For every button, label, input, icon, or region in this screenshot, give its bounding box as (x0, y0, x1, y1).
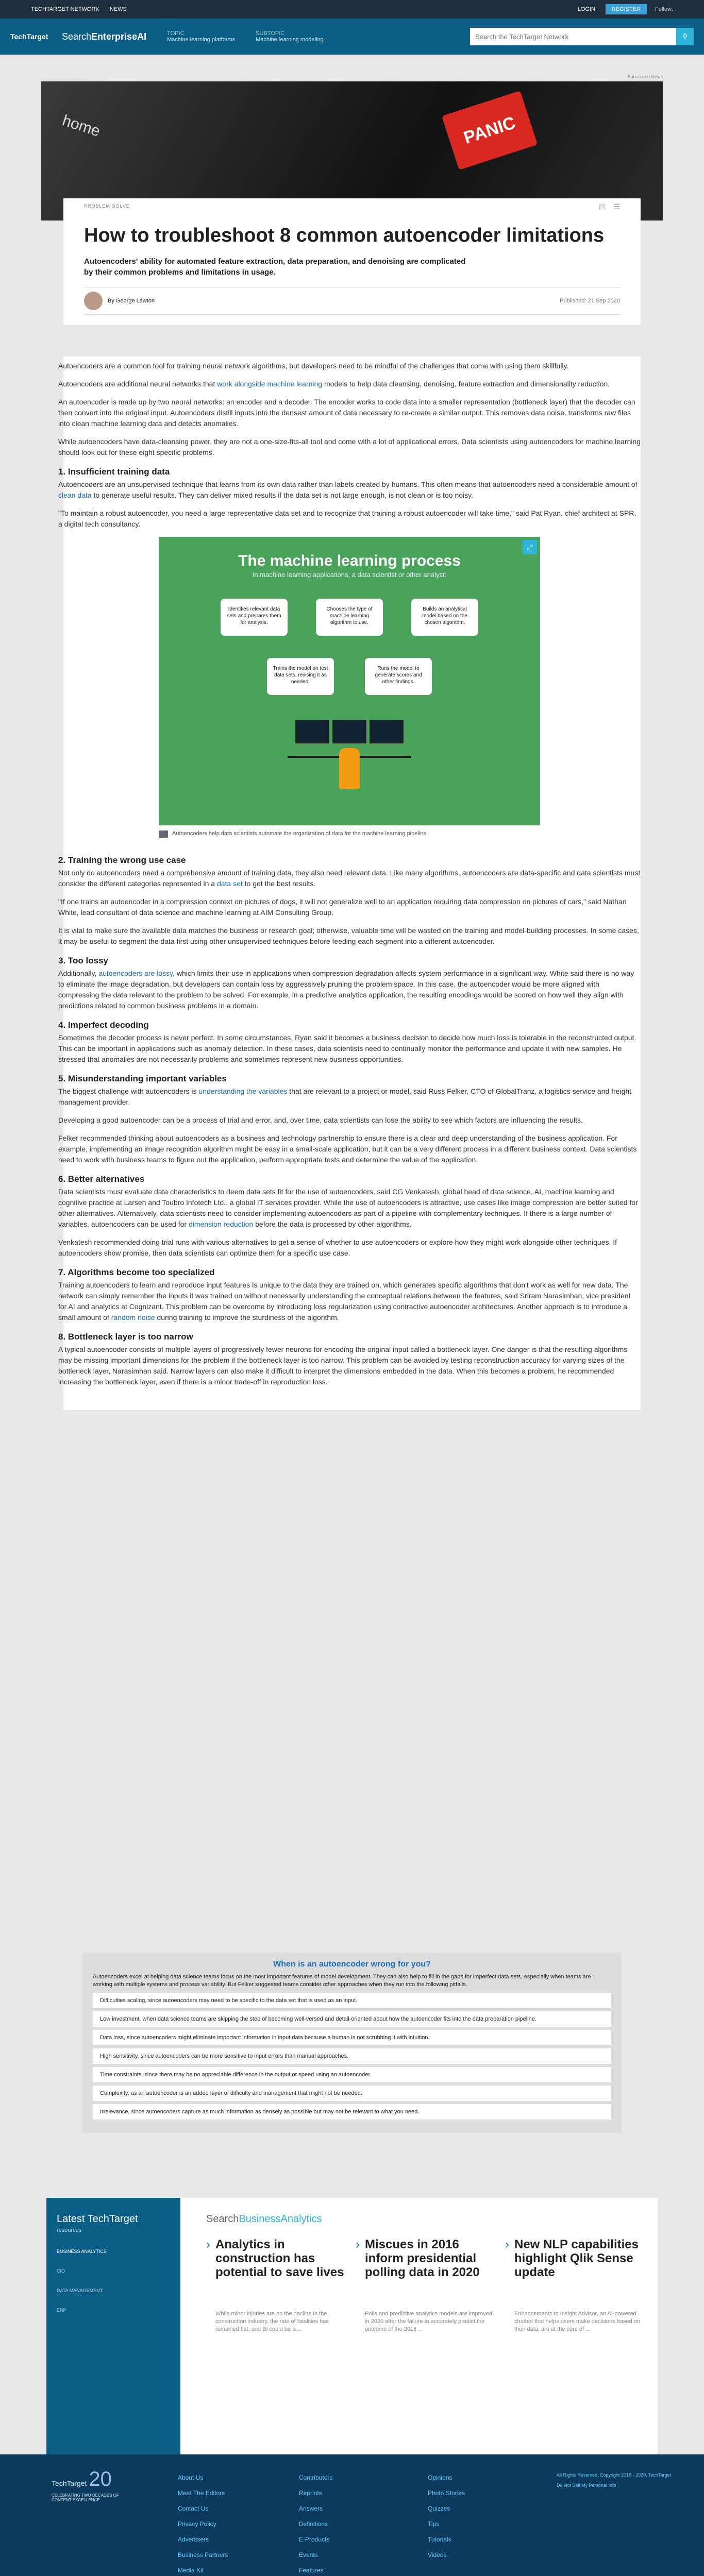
process-step: Chooses the type of machine learning algorithm to use. (316, 599, 383, 636)
pitfall-item: High sensitivity, since autoencoders can be more sensitive to input errors than manual approaches. (93, 2048, 611, 2064)
image-icon (159, 831, 168, 838)
inline-link[interactable]: dimension reduction (188, 1220, 254, 1228)
paragraph: Autoencoders are a common tool for training neural network algorithms, but developers need to be mindful of the challenges that come with using them skillfully. (58, 362, 569, 370)
paragraph: Autoencoders are additional neural networks that work alongside machine learning models to help data cleansing, denoising, feature extraction and dimensionality reduction. (58, 380, 610, 388)
footer-link[interactable]: Contributors (299, 2474, 333, 2481)
paragraph: A typical autoencoder consists of multiple layers of progressively fewer neurons for encoding the original input called a bottleneck layer. One danger is that the resulting algorithms may be missing important dimensions for the problem if the bottleneck layer is too narrow. This problem can be avoided by testing reconstruction accuracy for varying sizes of the bottleneck layer, Narasimhan said. Narrow layers can also make it difficult to interpret the dimensions embedded in the data. When this becomes a problem, he recommended increasing the bottleneck layer, even if there is a minor trade-off in reproduction loss. (58, 1345, 628, 1386)
quote: "To maintain a robust autoencoder, you need a large representative data set and to recognize that training a robust autoencoder will take time," said Pat Ryan, chief architect at SPR, a digital tech consultancy. (58, 509, 636, 528)
copyright: All Rights Reserved, Copyright 2018 - 2020, TechTarget (557, 2472, 671, 2478)
figure-title: The machine learning process (238, 552, 461, 569)
subtopic-value: Machine learning modeling (256, 37, 324, 43)
register-button[interactable]: REGISTER (606, 4, 647, 14)
paragraph: An autoencoder is made up by two neural networks: an encoder and a decoder. The encoder works to code data into a smaller representation (bottleneck layer) that the decoder can then convert into the original input. Autoencoders distill inputs into the densest amount of data necessary to re-create a similar output. This removes data noise, transforms raw files into clean machine learning data and detects anomalies. (58, 398, 635, 428)
paragraph: The biggest challenge with autoencoders is understanding the variables that are relevant to a project or model, said Russ Felker, CTO of GlobalTranz, a logistics service and freight management provider. (58, 1087, 632, 1106)
footer-link[interactable]: Videos (428, 2551, 447, 2558)
section-heading: 2. Training the wrong use case (58, 855, 186, 865)
inline-link[interactable]: understanding the variables (198, 1087, 288, 1095)
footer-link[interactable]: Answers (299, 2505, 323, 2512)
follow-label: Follow: (655, 6, 673, 12)
search-icon: ⚲ (682, 32, 688, 40)
latest-tab[interactable]: CIO (57, 2268, 65, 2274)
paragraph: Training autoencoders to learn and reproduce input features is unique to the data they are trained on, which generates specific algorithms that don't work as well for new data. The network can simply remember the inputs it was trained on without necessarily understanding the conceptual relations between the features, said Sriram Narasimhan, vice president for AI and analytics at Cognizant. This problem can be overcome by introducing loss regularization using contractive autoencoder architectures. Another approach is to introduce a small amount of random noise during training to improve the sturdiness of the algorithm. (58, 1281, 631, 1321)
subtopic-menu[interactable] (256, 30, 323, 43)
inline-link[interactable]: clean data (58, 491, 92, 499)
footer-link[interactable]: Meet The Editors (178, 2489, 225, 2497)
topic-label: TOPIC (167, 30, 185, 37)
publish-date: Published: 21 Sep 2020 (560, 298, 620, 304)
sidebox-title: When is an autoencoder wrong for you? (273, 1960, 431, 1969)
arrow-right-icon: › (206, 2238, 210, 2251)
inline-link[interactable]: random noise (111, 1313, 155, 1321)
login-link[interactable]: LOGIN (577, 6, 595, 12)
search-button[interactable] (676, 28, 694, 45)
latest-techtarget (46, 2198, 658, 2455)
footer-link[interactable]: Business Partners (178, 2551, 228, 2558)
pitfall-item: Irrelevance, since autoencoders capture as much information as densely as possible but may not be relevant to what you need. (93, 2104, 611, 2120)
do-not-sell-link[interactable]: Do Not Sell My Personal Info (557, 2483, 616, 2488)
latest-tab[interactable]: DATA MANAGEMENT (57, 2288, 103, 2293)
latest-site-name[interactable]: SearchBusinessAnalytics (206, 2213, 322, 2225)
paragraph: Venkatesh recommended doing trial runs with various alternatives to get a sense of whether to use autoencoders or explore how they might work alongside other techniques. If autoencoders show promise, then data scientists can optimize them for a specific use case. (58, 1238, 617, 1257)
monitor (332, 720, 366, 743)
site-brand: EnterpriseAI (91, 31, 147, 42)
paragraph: It is vital to make sure the available data matches the business or research goal; otherwise, valuable time will be wasted on the training and model-building processes. In some cases, it may be useful to segment the data first using other unsupervised techniques before feeding each segment into a different autoencoder. (58, 926, 639, 945)
footer-col-2 (299, 2470, 332, 2576)
latest-tab[interactable]: BUSINESS ANALYTICS (57, 2249, 107, 2254)
figure-image (159, 537, 540, 825)
article-kicker[interactable]: PROBLEM SOLVE (84, 204, 130, 209)
inline-link[interactable]: work alongside machine learning (217, 380, 323, 388)
inline-link[interactable]: data set (216, 879, 243, 888)
comment-icon[interactable]: ▤ (598, 202, 606, 211)
latest-article[interactable]: › New NLP capabilities highlight Qlik Sense update Enhancements to Insight Advisor, an AI-powered chatbot that helps users make decisions based on their data, are at the core of ... (505, 2238, 640, 2332)
paragraph: Sometimes the decoder process is never perfect. In some circumstances, Ryan said it becomes a business decision to decide how much loss is tolerable in the reconstructed output. This can be important in applications such as anomaly detection. In these cases, data scientists need to continually monitor the performance and update it with new samples. He stressed that anomalies are not necessarily problems and sometimes represent new business opportunities. (58, 1033, 636, 1063)
autoencoder-sidebar-box (82, 1953, 622, 2133)
hero-key-home: home (60, 112, 103, 140)
paragraph: Not only do autoencoders need a comprehensive amount of training data, they also need relevant data. Like many algorithms, autoencoders are data-specific and data scientists must consider the different categories represented in a data set to get the best results. (58, 869, 641, 888)
latest-content (206, 2213, 649, 2333)
arrow-right-icon: › (505, 2238, 509, 2251)
footer-col-1 (178, 2470, 228, 2576)
footer-legal (557, 2470, 680, 2490)
news-link[interactable]: NEWS (109, 6, 127, 12)
hero-panic-key: PANIC (442, 91, 538, 170)
footer-link[interactable]: E-Products (299, 2536, 330, 2543)
figure-caption: Autoencoders help data scientists automate the organization of data for the machine learning pipeline. (159, 828, 540, 839)
process-step: Trains the model on test data sets, revising it as needed. (267, 658, 334, 695)
inline-link[interactable]: autoencoders are lossy (98, 969, 173, 977)
footer-logo[interactable]: TechTarget 20 CELEBRATING TWO DECADES OF CONTENT EXCELLENCE (52, 2468, 119, 2502)
footer-link[interactable]: Events (299, 2551, 318, 2558)
pitfall-item: Difficulties scaling, since autoencoders may need to be specific to the data set that is used as an input. (93, 1993, 611, 2008)
paragraph: Felker recommended thinking about autoencoders as a business and technology partnership to ensure there is a clear and deep understanding of the business application. For example, implementing an image recognition algorithm might be easy in a small-scale application, but it can be a very different process in a different business context. Data scientists need to work with business teams to figure out the application, perform appropriate tests and determine the value of the application. (58, 1134, 637, 1164)
section-heading: 6. Better alternatives (58, 1174, 145, 1184)
paragraph: Data scientists must evaluate data characteristics to deem data sets fit for the use of autoencoders, said CG Venkatesh, global head of data science, AI, machine learning and cognitive practice at Larsen and Toubro Infotech Ltd., a global IT services provider. While the use of autoencoders is attractive, use cases like image compression are better suited for other alternatives. Alternatively, data scientists need to consider implementing autoencoders as part of a pipeline with complementary techniques. If there is a large number of variables, autoencoders can be used for dimension reduction before the data is processed by other algorithms. (58, 1188, 638, 1228)
site-nav (0, 19, 704, 55)
footer-link[interactable]: Media Kit (178, 2567, 204, 2574)
pitfall-item: Data loss, since autoencoders might eliminate important information in input data because a human is not scrubbing it with intuition. (93, 2030, 611, 2045)
latest-nav (46, 2198, 180, 2455)
latest-article[interactable]: › Miscues in 2016 inform presidential polling data in 2020 Polls and predictive analytics models are improved in 2020 after the failure to accurately predict the outcome of the 2016 ... (356, 2238, 493, 2332)
ad-label: Sponsored News (627, 74, 663, 79)
ml-process-figure (159, 537, 540, 839)
monitor (295, 720, 329, 743)
article-body (58, 357, 641, 1410)
section-heading: 3. Too lossy (58, 956, 108, 965)
author-avatar[interactable] (84, 292, 103, 310)
article-header (63, 198, 641, 325)
article-tools (599, 202, 620, 211)
paragraph: While autoencoders have data-cleansing power, they are not a one-size-fits-all tool and come with a lot of applicational errors. Data scientists using autoencoders for machine learning should look out for these eight specific problems. (58, 437, 641, 456)
topic-value: Machine learning platforms (167, 37, 236, 43)
paragraph: Developing a good autoencoder can be a process of trial and error, and, over time, data scientists can lose the ability to see which factors are influencing the results. (58, 1116, 583, 1124)
process-step: Runs the model to generate scores and other findings. (365, 658, 432, 695)
process-step: Identifies relevant data sets and prepares them for analysis. (221, 599, 288, 636)
subtopic-label: SUBTOPIC (256, 30, 285, 37)
latest-article[interactable]: › Analytics in construction has potential to save lives While minor injuries are on the decline in the construction industry, the rate of fatalities has remained flat, and BI could be a ... (206, 2238, 344, 2332)
footer-link[interactable]: Definitions (299, 2520, 328, 2528)
paragraph: Additionally, autoencoders are lossy, which limits their use in applications when compression degradation affects system performance in a significant way. White said there is no way to eliminate the image degradation, but developers can contain loss by aggressively pruning the problem space. In this case, the autoencoder would be more aligned with compressing the data relevant to the problem to be solved. For example, in a predictive analytics application, the resulting encodings would be scored on how well they align with predictions related to common business problems in a domain. (58, 969, 634, 1010)
footer-link[interactable]: Quizzes (428, 2505, 450, 2512)
top-bar (0, 0, 704, 19)
arrow-right-icon: › (356, 2238, 360, 2251)
sidebox-intro: Autoencoders excel at helping data science teams focus on the most important features of model development. They can also help to fill in the gaps for imperfect data sets, especially when teams are working with multiple systems and process variability. But Felker suggested teams consider other approaches when they run into the following pitfalls. (93, 1974, 591, 1988)
footer-link[interactable]: Advertisers (178, 2536, 209, 2543)
latest-subheading: resources (57, 2227, 82, 2233)
latest-heading: Latest TechTarget (57, 2213, 138, 2225)
footer-link[interactable]: Features (299, 2567, 324, 2574)
figure-subtitle: In machine learning applications, a data scientist or other analyst: (252, 571, 447, 579)
footer-link[interactable]: Tips (428, 2520, 440, 2528)
section-heading: 4. Imperfect decoding (58, 1020, 149, 1030)
footer-link[interactable]: Photo Stories (428, 2489, 465, 2497)
expand-icon[interactable]: ⤢ (523, 540, 537, 554)
topic-menu[interactable] (167, 30, 235, 43)
footer-col-3 (428, 2470, 465, 2563)
pitfall-item: Complexity, as an autoencoder is an added layer of difficulty and management that might not be needed. (93, 2086, 611, 2101)
paragraph: Autoencoders are an unsupervised technique that learns from its own data rather than labels created by humans. This often means that autoencoders need a considerable amount of clean data to generate useful results. They can deliver mixed results if the data set is not large enough, is not clean or is too noisy. (58, 480, 638, 499)
footer-link[interactable]: Contact Us (178, 2505, 209, 2512)
author-name[interactable]: By George Lawton (108, 298, 155, 304)
search-input[interactable] (470, 28, 676, 45)
footer-link[interactable]: Tutorials (428, 2536, 451, 2543)
section-heading: 5. Misunderstanding important variables (58, 1074, 227, 1083)
pitfall-item: Low investment, when data science teams are skipping the step of becoming well-versed and detail-oriented about how the autoencoder fits into the data preparation pipeline. (93, 2011, 611, 2027)
footer-link[interactable]: About Us (178, 2474, 204, 2481)
footer-link[interactable]: Opinions (428, 2474, 452, 2481)
monitor (370, 720, 404, 743)
site-name[interactable] (62, 31, 146, 42)
section-heading: 1. Insufficient training data (58, 467, 170, 477)
latest-tab[interactable]: ERP (57, 2308, 66, 2313)
article-title: How to troubleshoot 8 common autoencoder limitations (84, 225, 605, 246)
footer-link[interactable]: Privacy Policy (178, 2520, 216, 2528)
section-heading: 7. Algorithms become too specialized (58, 1267, 215, 1277)
article-dek: Autoencoders' ability for automated feature extraction, data preparation, and denoising are complicated by their common problems and limitations in usage. (84, 257, 466, 277)
quote: "If one trains an autoencoder in a compression context on pictures of dogs, it will not generalize well to an application requiring data compression on pictures of cars," said Nathan White, lead consultant of data science and machine learning at AIM Consulting Group. (58, 897, 627, 917)
site-prefix: Search (62, 31, 92, 42)
footer (0, 2454, 704, 2576)
search-form (470, 28, 694, 45)
network-link[interactable]: TECHTARGET NETWORK (31, 6, 99, 12)
pitfall-item: Time constraints, since there may be no appreciable difference in the output or speed using an autoencoder. (93, 2067, 611, 2082)
techtarget-logo[interactable]: TechTarget (10, 32, 48, 41)
share-icon[interactable]: ☰ (613, 202, 620, 211)
section-heading: 8. Bottleneck layer is too narrow (58, 1332, 193, 1342)
process-step: Builds an analytical model based on the chosen algorithm. (411, 599, 478, 636)
analyst-figure (339, 748, 360, 789)
footer-link[interactable]: Reprints (299, 2489, 322, 2497)
byline (84, 287, 620, 315)
